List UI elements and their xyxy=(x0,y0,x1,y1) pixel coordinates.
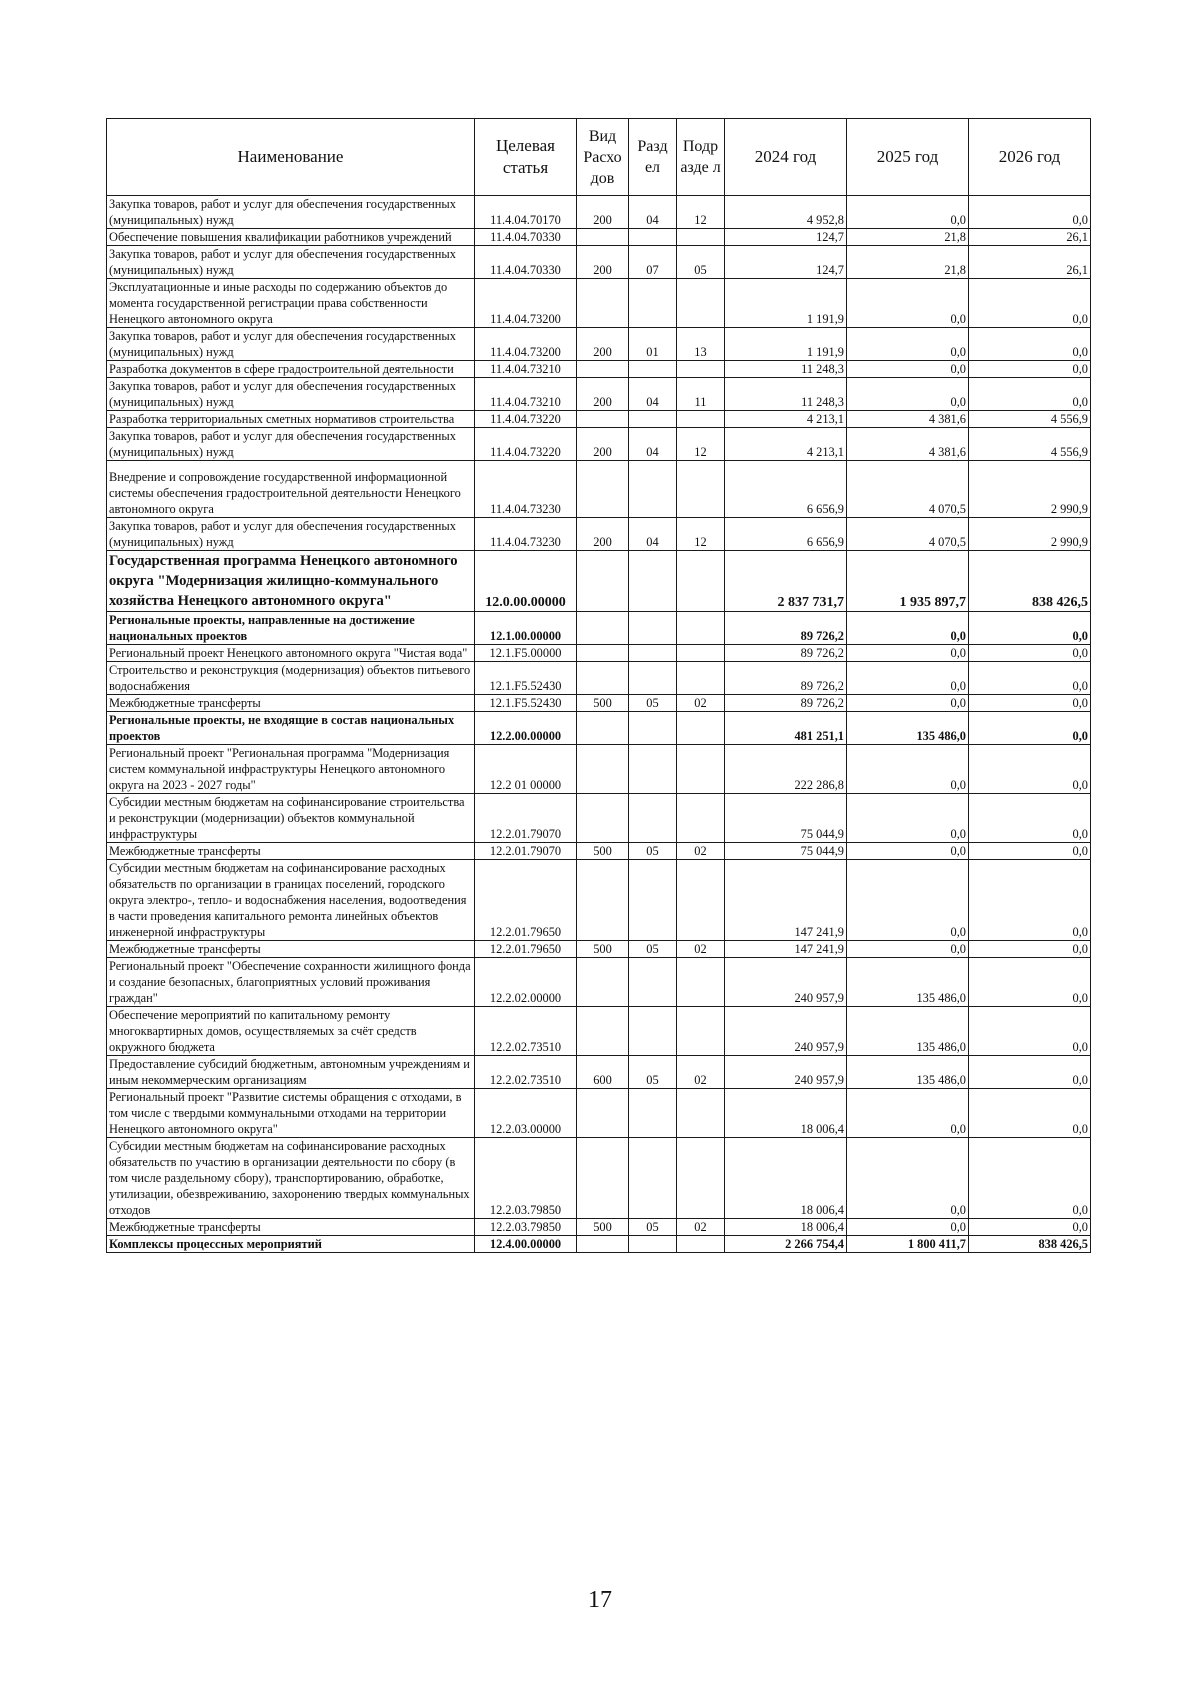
cell-year-2025: 135 486,0 xyxy=(847,712,969,745)
header-year-2026: 2026 год xyxy=(969,119,1091,196)
table-row xyxy=(107,279,1091,328)
cell-subsection: 11 xyxy=(677,378,725,411)
table-row xyxy=(107,328,1091,361)
cell-expense-type xyxy=(577,551,629,612)
cell-expense-type xyxy=(577,612,629,645)
header-year-2024: 2024 год xyxy=(725,119,847,196)
cell-expense-type xyxy=(577,1007,629,1056)
cell-subsection: 02 xyxy=(677,695,725,712)
cell-year-2024: 89 726,2 xyxy=(725,662,847,695)
table-row xyxy=(107,1089,1091,1138)
cell-year-2025: 0,0 xyxy=(847,794,969,843)
cell-year-2025: 4 070,5 xyxy=(847,461,969,518)
cell-section: 04 xyxy=(629,196,677,229)
cell-year-2024: 4 213,1 xyxy=(725,428,847,461)
cell-section xyxy=(629,794,677,843)
cell-target-article: 11.4.04.73220 xyxy=(475,428,577,461)
cell-expense-type: 200 xyxy=(577,428,629,461)
table-row xyxy=(107,1138,1091,1219)
cell-subsection xyxy=(677,1089,725,1138)
cell-year-2026: 0,0 xyxy=(969,196,1091,229)
cell-subsection: 02 xyxy=(677,843,725,860)
table-row xyxy=(107,941,1091,958)
cell-target-article: 12.0.00.00000 xyxy=(475,551,577,612)
cell-year-2026: 0,0 xyxy=(969,328,1091,361)
table-row xyxy=(107,229,1091,246)
budget-document xyxy=(106,118,1090,1253)
cell-year-2026: 0,0 xyxy=(969,958,1091,1007)
cell-target-article: 11.4.04.73210 xyxy=(475,378,577,411)
cell-year-2025: 0,0 xyxy=(847,941,969,958)
cell-target-article: 12.2.03.79850 xyxy=(475,1219,577,1236)
cell-year-2025: 1 935 897,7 xyxy=(847,551,969,612)
cell-year-2025: 0,0 xyxy=(847,843,969,860)
cell-year-2025: 0,0 xyxy=(847,196,969,229)
table-row xyxy=(107,612,1091,645)
cell-expense-type xyxy=(577,745,629,794)
cell-target-article: 11.4.04.70330 xyxy=(475,229,577,246)
cell-year-2026: 0,0 xyxy=(969,1056,1091,1089)
cell-section: 05 xyxy=(629,1219,677,1236)
cell-year-2024: 75 044,9 xyxy=(725,794,847,843)
cell-subsection xyxy=(677,229,725,246)
cell-expense-type xyxy=(577,860,629,941)
cell-subsection xyxy=(677,551,725,612)
cell-year-2024: 2 266 754,4 xyxy=(725,1236,847,1253)
cell-expense-type xyxy=(577,279,629,328)
cell-year-2025: 4 381,6 xyxy=(847,428,969,461)
cell-expense-type: 600 xyxy=(577,1056,629,1089)
cell-expense-type xyxy=(577,229,629,246)
cell-name: Закупка товаров, работ и услуг для обеспечения государственных (муниципальных) нужд xyxy=(107,428,475,461)
table-row xyxy=(107,1219,1091,1236)
cell-name: Комплексы процессных мероприятий xyxy=(107,1236,475,1253)
cell-year-2024: 89 726,2 xyxy=(725,695,847,712)
cell-name: Закупка товаров, работ и услуг для обеспечения государственных (муниципальных) нужд xyxy=(107,378,475,411)
cell-section xyxy=(629,712,677,745)
cell-expense-type xyxy=(577,1138,629,1219)
cell-target-article: 11.4.04.73230 xyxy=(475,461,577,518)
cell-name: Региональный проект "Развитие системы обращения с отходами, в том числе с твердыми коммунальными отходами на территории Ненецкого автономного округа" xyxy=(107,1089,475,1138)
cell-name: Закупка товаров, работ и услуг для обеспечения государственных (муниципальных) нужд xyxy=(107,196,475,229)
table-row xyxy=(107,428,1091,461)
table-row xyxy=(107,645,1091,662)
cell-section xyxy=(629,1089,677,1138)
cell-year-2024: 147 241,9 xyxy=(725,860,847,941)
cell-name: Разработка территориальных сметных нормативов строительства xyxy=(107,411,475,428)
cell-year-2026: 0,0 xyxy=(969,860,1091,941)
cell-subsection xyxy=(677,612,725,645)
cell-expense-type: 200 xyxy=(577,518,629,551)
cell-section xyxy=(629,662,677,695)
cell-year-2026: 0,0 xyxy=(969,612,1091,645)
cell-subsection: 02 xyxy=(677,1219,725,1236)
cell-expense-type: 200 xyxy=(577,246,629,279)
cell-target-article: 11.4.04.70330 xyxy=(475,246,577,279)
table-row xyxy=(107,361,1091,378)
cell-year-2024: 75 044,9 xyxy=(725,843,847,860)
cell-expense-type: 200 xyxy=(577,196,629,229)
cell-target-article: 12.2.00.00000 xyxy=(475,712,577,745)
cell-year-2026: 4 556,9 xyxy=(969,428,1091,461)
cell-subsection xyxy=(677,662,725,695)
cell-year-2026: 0,0 xyxy=(969,279,1091,328)
cell-target-article: 12.2.02.73510 xyxy=(475,1007,577,1056)
table-body xyxy=(107,196,1091,1253)
cell-target-article: 11.4.04.73210 xyxy=(475,361,577,378)
cell-year-2024: 6 656,9 xyxy=(725,518,847,551)
cell-subsection: 13 xyxy=(677,328,725,361)
cell-name: Эксплуатационные и иные расходы по содержанию объектов до момента государственной регистрации права собственности Ненецкого автономного округа xyxy=(107,279,475,328)
cell-year-2024: 240 957,9 xyxy=(725,958,847,1007)
cell-year-2026: 0,0 xyxy=(969,378,1091,411)
cell-expense-type: 500 xyxy=(577,695,629,712)
cell-name: Закупка товаров, работ и услуг для обеспечения государственных (муниципальных) нужд xyxy=(107,246,475,279)
cell-name: Субсидии местным бюджетам на софинансирование строительства и реконструкции (модернизации) объектов коммунальной инфраструктуры xyxy=(107,794,475,843)
cell-section: 07 xyxy=(629,246,677,279)
cell-target-article: 12.2.03.00000 xyxy=(475,1089,577,1138)
cell-year-2025: 0,0 xyxy=(847,745,969,794)
cell-year-2025: 0,0 xyxy=(847,645,969,662)
cell-name: Региональный проект "Региональная программа "Модернизация систем коммунальной инфраструктуры Ненецкого автономного округа на 2023 - 2027 годы" xyxy=(107,745,475,794)
cell-subsection xyxy=(677,461,725,518)
header-target-article: Целевая статья xyxy=(475,119,577,196)
cell-year-2025: 135 486,0 xyxy=(847,1007,969,1056)
cell-subsection xyxy=(677,1138,725,1219)
cell-name: Обеспечение мероприятий по капитальному ремонту многоквартирных домов, осуществляемых за счёт средств окружного бюджета xyxy=(107,1007,475,1056)
cell-year-2024: 89 726,2 xyxy=(725,645,847,662)
cell-name: Обеспечение повышения квалификации работников учреждений xyxy=(107,229,475,246)
cell-year-2024: 6 656,9 xyxy=(725,461,847,518)
cell-target-article: 11.4.04.73230 xyxy=(475,518,577,551)
cell-name: Региональный проект Ненецкого автономного округа "Чистая вода" xyxy=(107,645,475,662)
cell-target-article: 11.4.04.73220 xyxy=(475,411,577,428)
cell-target-article: 12.2.01.79650 xyxy=(475,941,577,958)
cell-subsection: 12 xyxy=(677,196,725,229)
cell-year-2026: 0,0 xyxy=(969,1089,1091,1138)
table-row xyxy=(107,1056,1091,1089)
cell-subsection: 12 xyxy=(677,518,725,551)
table-row xyxy=(107,518,1091,551)
cell-name: Закупка товаров, работ и услуг для обеспечения государственных (муниципальных) нужд xyxy=(107,328,475,361)
cell-year-2026: 2 990,9 xyxy=(969,461,1091,518)
cell-section xyxy=(629,1138,677,1219)
cell-year-2024: 18 006,4 xyxy=(725,1138,847,1219)
cell-name: Региональный проект "Обеспечение сохранности жилищного фонда и создание безопасных, благоприятных условий проживания граждан" xyxy=(107,958,475,1007)
cell-subsection xyxy=(677,794,725,843)
cell-year-2024: 11 248,3 xyxy=(725,378,847,411)
cell-year-2025: 0,0 xyxy=(847,378,969,411)
table-row xyxy=(107,1007,1091,1056)
cell-year-2025: 0,0 xyxy=(847,328,969,361)
cell-year-2025: 135 486,0 xyxy=(847,1056,969,1089)
header-name: Наименование xyxy=(107,119,475,196)
cell-year-2024: 1 191,9 xyxy=(725,279,847,328)
table-row xyxy=(107,662,1091,695)
cell-section xyxy=(629,551,677,612)
cell-year-2025: 0,0 xyxy=(847,279,969,328)
cell-year-2024: 124,7 xyxy=(725,229,847,246)
cell-section: 05 xyxy=(629,941,677,958)
table-row xyxy=(107,695,1091,712)
cell-section: 04 xyxy=(629,378,677,411)
cell-section xyxy=(629,612,677,645)
cell-section xyxy=(629,860,677,941)
table-row xyxy=(107,712,1091,745)
cell-target-article: 12.2.01.79650 xyxy=(475,860,577,941)
cell-subsection: 02 xyxy=(677,941,725,958)
cell-expense-type xyxy=(577,662,629,695)
cell-expense-type xyxy=(577,1236,629,1253)
cell-year-2025: 21,8 xyxy=(847,246,969,279)
cell-year-2026: 0,0 xyxy=(969,941,1091,958)
cell-year-2024: 147 241,9 xyxy=(725,941,847,958)
table-header-row xyxy=(107,119,1091,196)
cell-name: Региональные проекты, направленные на достижение национальных проектов xyxy=(107,612,475,645)
cell-name: Закупка товаров, работ и услуг для обеспечения государственных (муниципальных) нужд xyxy=(107,518,475,551)
cell-year-2026: 2 990,9 xyxy=(969,518,1091,551)
cell-name: Разработка документов в сфере градостроительной деятельности xyxy=(107,361,475,378)
table-row xyxy=(107,860,1091,941)
cell-year-2025: 0,0 xyxy=(847,361,969,378)
cell-year-2026: 0,0 xyxy=(969,1007,1091,1056)
cell-section: 05 xyxy=(629,1056,677,1089)
cell-expense-type xyxy=(577,411,629,428)
cell-year-2026: 838 426,5 xyxy=(969,551,1091,612)
cell-year-2024: 18 006,4 xyxy=(725,1219,847,1236)
cell-year-2026: 0,0 xyxy=(969,695,1091,712)
cell-expense-type xyxy=(577,461,629,518)
cell-year-2025: 4 381,6 xyxy=(847,411,969,428)
cell-year-2024: 481 251,1 xyxy=(725,712,847,745)
cell-year-2025: 0,0 xyxy=(847,612,969,645)
table-row xyxy=(107,794,1091,843)
cell-year-2024: 11 248,3 xyxy=(725,361,847,378)
cell-target-article: 12.2.01.79070 xyxy=(475,843,577,860)
cell-expense-type xyxy=(577,794,629,843)
cell-year-2024: 4 952,8 xyxy=(725,196,847,229)
cell-year-2025: 0,0 xyxy=(847,1219,969,1236)
cell-target-article: 11.4.04.73200 xyxy=(475,279,577,328)
cell-year-2025: 0,0 xyxy=(847,695,969,712)
cell-expense-type: 200 xyxy=(577,328,629,361)
cell-subsection xyxy=(677,279,725,328)
cell-target-article: 12.2.02.00000 xyxy=(475,958,577,1007)
cell-section xyxy=(629,279,677,328)
cell-year-2026: 0,0 xyxy=(969,794,1091,843)
cell-target-article: 12.1.F5.52430 xyxy=(475,695,577,712)
table-row xyxy=(107,246,1091,279)
cell-name: Государственная программа Ненецкого автономного округа "Модернизация жилищно-коммунального хозяйства Ненецкого автономного округа" xyxy=(107,551,475,612)
cell-year-2025: 21,8 xyxy=(847,229,969,246)
cell-year-2025: 0,0 xyxy=(847,662,969,695)
table-row xyxy=(107,843,1091,860)
cell-year-2026: 0,0 xyxy=(969,1219,1091,1236)
cell-subsection xyxy=(677,645,725,662)
cell-subsection xyxy=(677,745,725,794)
table-row xyxy=(107,196,1091,229)
cell-section xyxy=(629,958,677,1007)
cell-expense-type xyxy=(577,645,629,662)
cell-name: Межбюджетные трансферты xyxy=(107,1219,475,1236)
cell-target-article: 12.4.00.00000 xyxy=(475,1236,577,1253)
cell-year-2025: 0,0 xyxy=(847,1138,969,1219)
cell-name: Внедрение и сопровождение государственной информационной системы обеспечения градостроительной деятельности Ненецкого автономного округа xyxy=(107,461,475,518)
cell-subsection: 12 xyxy=(677,428,725,461)
cell-year-2024: 222 286,8 xyxy=(725,745,847,794)
cell-target-article: 12.2.03.79850 xyxy=(475,1138,577,1219)
cell-target-article: 12.2 01 00000 xyxy=(475,745,577,794)
cell-year-2026: 0,0 xyxy=(969,645,1091,662)
header-subsection: Подр азде л xyxy=(677,119,725,196)
cell-target-article: 12.1.00.00000 xyxy=(475,612,577,645)
cell-section: 05 xyxy=(629,843,677,860)
cell-section: 01 xyxy=(629,328,677,361)
cell-year-2024: 2 837 731,7 xyxy=(725,551,847,612)
cell-target-article: 11.4.04.70170 xyxy=(475,196,577,229)
header-year-2025: 2025 год xyxy=(847,119,969,196)
cell-section: 04 xyxy=(629,518,677,551)
cell-section: 04 xyxy=(629,428,677,461)
cell-year-2024: 4 213,1 xyxy=(725,411,847,428)
cell-expense-type xyxy=(577,1089,629,1138)
cell-name: Субсидии местным бюджетам на софинансирование расходных обязательств по организации в границах поселений, городского округа электро-, тепло- и водоснабжения населения, водоотведения в части проведения капитального ремонта линейных объектов инженерной инфраструктуры xyxy=(107,860,475,941)
table-row xyxy=(107,378,1091,411)
cell-target-article: 12.1.F5.52430 xyxy=(475,662,577,695)
cell-subsection xyxy=(677,361,725,378)
table-row xyxy=(107,745,1091,794)
budget-table xyxy=(106,118,1091,1253)
cell-year-2026: 4 556,9 xyxy=(969,411,1091,428)
cell-year-2026: 0,0 xyxy=(969,662,1091,695)
cell-year-2026: 0,0 xyxy=(969,712,1091,745)
cell-subsection xyxy=(677,958,725,1007)
cell-name: Межбюджетные трансферты xyxy=(107,843,475,860)
cell-target-article: 11.4.04.73200 xyxy=(475,328,577,361)
cell-year-2025: 135 486,0 xyxy=(847,958,969,1007)
cell-year-2025: 4 070,5 xyxy=(847,518,969,551)
cell-year-2026: 838 426,5 xyxy=(969,1236,1091,1253)
cell-year-2026: 0,0 xyxy=(969,1138,1091,1219)
table-row xyxy=(107,958,1091,1007)
header-expense-type: Вид Расхо дов xyxy=(577,119,629,196)
cell-section xyxy=(629,745,677,794)
cell-expense-type: 500 xyxy=(577,941,629,958)
cell-name: Предоставление субсидий бюджетным, автономным учреждениям и иным некоммерческим организациям xyxy=(107,1056,475,1089)
table-row xyxy=(107,461,1091,518)
page-number: 17 xyxy=(588,1587,612,1613)
cell-section xyxy=(629,411,677,428)
cell-year-2026: 0,0 xyxy=(969,361,1091,378)
cell-year-2024: 124,7 xyxy=(725,246,847,279)
cell-year-2026: 26,1 xyxy=(969,229,1091,246)
cell-year-2024: 1 191,9 xyxy=(725,328,847,361)
cell-year-2026: 0,0 xyxy=(969,843,1091,860)
cell-name: Региональные проекты, не входящие в состав национальных проектов xyxy=(107,712,475,745)
cell-section xyxy=(629,229,677,246)
cell-section xyxy=(629,645,677,662)
cell-subsection xyxy=(677,411,725,428)
header-section: Разд ел xyxy=(629,119,677,196)
cell-expense-type: 200 xyxy=(577,378,629,411)
cell-expense-type: 500 xyxy=(577,1219,629,1236)
cell-name: Межбюджетные трансферты xyxy=(107,941,475,958)
cell-section xyxy=(629,361,677,378)
cell-year-2024: 240 957,9 xyxy=(725,1056,847,1089)
cell-section: 05 xyxy=(629,695,677,712)
table-row xyxy=(107,551,1091,612)
cell-year-2025: 0,0 xyxy=(847,1089,969,1138)
cell-year-2024: 18 006,4 xyxy=(725,1089,847,1138)
cell-name: Межбюджетные трансферты xyxy=(107,695,475,712)
table-row xyxy=(107,1236,1091,1253)
cell-section xyxy=(629,1007,677,1056)
cell-year-2025: 1 800 411,7 xyxy=(847,1236,969,1253)
cell-subsection xyxy=(677,1007,725,1056)
cell-year-2026: 26,1 xyxy=(969,246,1091,279)
cell-name: Строительство и реконструкция (модернизация) объектов питьевого водоснабжения xyxy=(107,662,475,695)
cell-target-article: 12.1.F5.00000 xyxy=(475,645,577,662)
cell-name: Субсидии местным бюджетам на софинансирование расходных обязательств по участию в организации деятельности по сбору (в том числе раздельному сбору), транспортированию, обработке, утилизации, обезвреживанию, захоронению твердых коммунальных отходов xyxy=(107,1138,475,1219)
cell-year-2026: 0,0 xyxy=(969,745,1091,794)
cell-expense-type xyxy=(577,712,629,745)
cell-expense-type xyxy=(577,361,629,378)
cell-target-article: 12.2.01.79070 xyxy=(475,794,577,843)
cell-section xyxy=(629,1236,677,1253)
cell-year-2025: 0,0 xyxy=(847,860,969,941)
cell-section xyxy=(629,461,677,518)
cell-subsection: 05 xyxy=(677,246,725,279)
cell-expense-type xyxy=(577,958,629,1007)
cell-year-2024: 89 726,2 xyxy=(725,612,847,645)
cell-subsection xyxy=(677,1236,725,1253)
table-row xyxy=(107,411,1091,428)
cell-target-article: 12.2.02.73510 xyxy=(475,1056,577,1089)
cell-subsection xyxy=(677,712,725,745)
cell-year-2024: 240 957,9 xyxy=(725,1007,847,1056)
cell-subsection: 02 xyxy=(677,1056,725,1089)
cell-expense-type: 500 xyxy=(577,843,629,860)
cell-subsection xyxy=(677,860,725,941)
